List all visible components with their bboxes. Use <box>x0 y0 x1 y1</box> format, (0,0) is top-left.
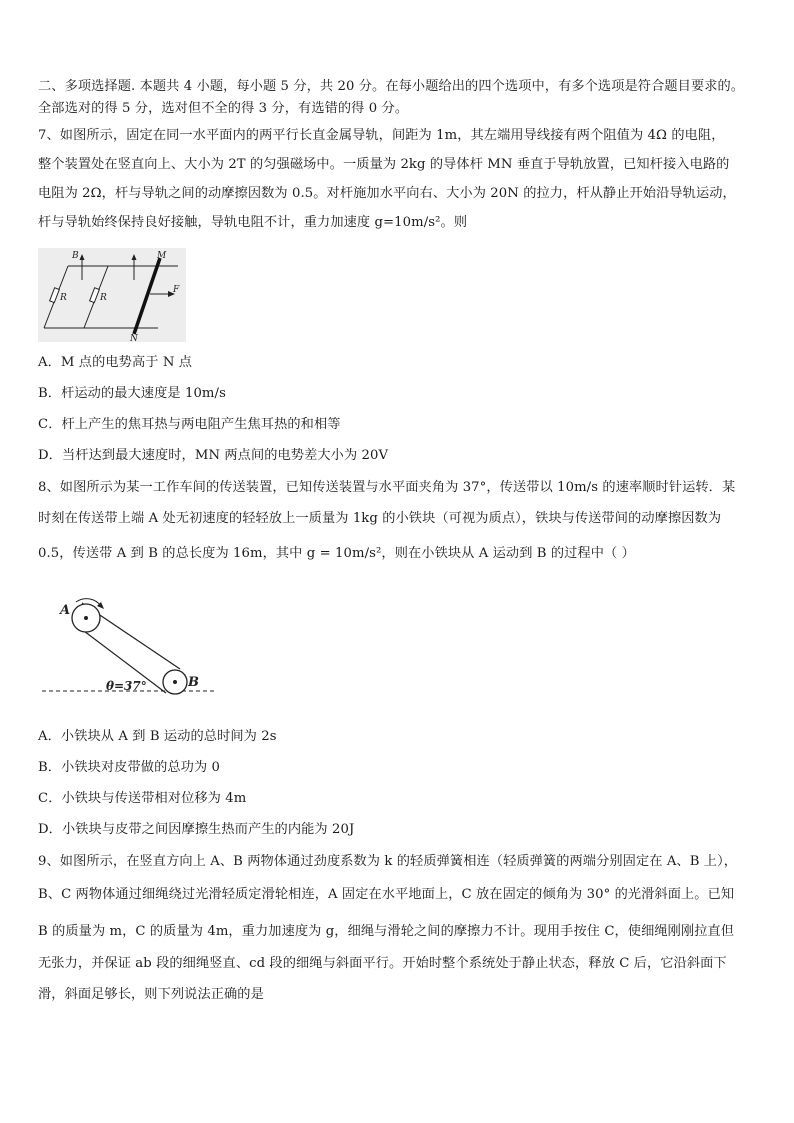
q8-option-d: D．小铁块与皮带之间因摩擦生热而产生的内能为 20J <box>38 822 355 837</box>
q7-option-c: C．杆上产生的焦耳热与两电阻产生焦耳热的和相等 <box>38 417 341 432</box>
q9-stem-line-3: B 的质量为 m，C 的质量为 4m，重力加速度为 g，细绳与滑轮之间的摩擦力不计。现用手按住 C，使细绳刚刚拉直但 <box>38 924 735 939</box>
q9-stem-line-4: 无张力，并保证 ab 段的细绳竖直、cd 段的细绳与斜面平行。开始时整个系统处于静止状态，释放 C 后，它沿斜面下 <box>38 956 727 971</box>
q7-option-a: A．M 点的电势高于 N 点 <box>38 355 193 370</box>
q8-option-a: A．小铁块从 A 到 B 运动的总时间为 2s <box>38 729 277 744</box>
q7-stem-line-3: 电阻为 2Ω，杆与导轨之间的动摩擦因数为 0.5。对杆施加水平向右、大小为 20N 的拉力，杆从静止开始沿导轨运动， <box>38 186 736 201</box>
q8-option-c: C．小铁块与传送带相对位移为 4m <box>38 791 247 806</box>
q9-stem-line-5: 滑，斜面足够长，则下列说法正确的是 <box>38 987 264 1002</box>
q7-option-b: B．杆运动的最大速度是 10m/s <box>38 386 226 401</box>
q7-stem-line-1: 7、如图所示，固定在同一水平面内的两平行长直金属导轨，间距为 1m，其左端用导线接有两个阻值为 4Ω 的电阻， <box>38 128 725 143</box>
q7-fig-label-r1: R <box>60 293 67 303</box>
q7-fig-label-m: M <box>157 251 167 261</box>
section-header-line-1: 二、多项选择题. 本题共 4 小题，每小题 5 分，共 20 分。在每小题给出的四个选项中，有多个选项是符合题目要求的。 <box>38 79 745 94</box>
q8-fig-label-b: B <box>188 675 199 690</box>
q7-fig-label-n: N <box>130 334 138 342</box>
q7-stem-line-2: 整个装置处在竖直向上、大小为 2T 的匀强磁场中。一质量为 2kg 的导体杆 MN 垂直于导轨放置，已知杆接入电路的 <box>38 157 730 172</box>
q8-fig-label-a: A <box>60 603 71 618</box>
q8-stem-line-2: 时刻在传送带上端 A 处无初速度的轻轻放上一质量为 1kg 的小铁块（可视为质点），铁块与传送带间的动摩擦因数为 <box>38 511 722 526</box>
q8-stem-line-1: 8、如图所示为某一工作车间的传送装置，已知传送装置与水平面夹角为 37°，传送带以 10m/s 的速率顺时针运转．某 <box>38 480 736 495</box>
q7-rail-figure <box>38 248 186 342</box>
q7-fig-label-b: B <box>72 251 79 261</box>
q7-fig-label-r2: R <box>100 293 107 303</box>
q9-stem-line-2: B、C 两物体通过细绳绕过光滑轻质定滑轮相连，A 固定在水平地面上，C 放在固定的倾角为 30° 的光滑斜面上。已知 <box>38 887 735 902</box>
q7-stem-line-4: 杆与导轨始终保持良好接触，导轨电阻不计，重力加速度 g=10m/s²。则 <box>38 215 468 230</box>
q9-stem-line-1: 9、如图所示，在竖直方向上 A、B 两物体通过劲度系数为 k 的轻质弹簧相连（轻质弹簧的两端分别固定在 A、B 上）， <box>38 854 738 869</box>
q8-option-b: B．小铁块对皮带做的总功为 0 <box>38 760 221 775</box>
section-header-line-2: 全部选对的得 5 分，选对但不全的得 3 分，有选错的得 0 分。 <box>38 101 409 116</box>
q8-conveyor-figure <box>38 590 218 700</box>
q8-fig-label-angle: θ=37° <box>106 679 147 693</box>
q8-stem-line-3: 0.5，传送带 A 到 B 的总长度为 16m，其中 g = 10m/s²，则在小铁块从 A 运动到 B 的过程中（ ） <box>38 546 635 561</box>
q7-option-d: D．当杆达到最大速度时，MN 两点间的电势差大小为 20V <box>38 448 389 463</box>
q7-fig-label-f: F <box>173 285 180 295</box>
